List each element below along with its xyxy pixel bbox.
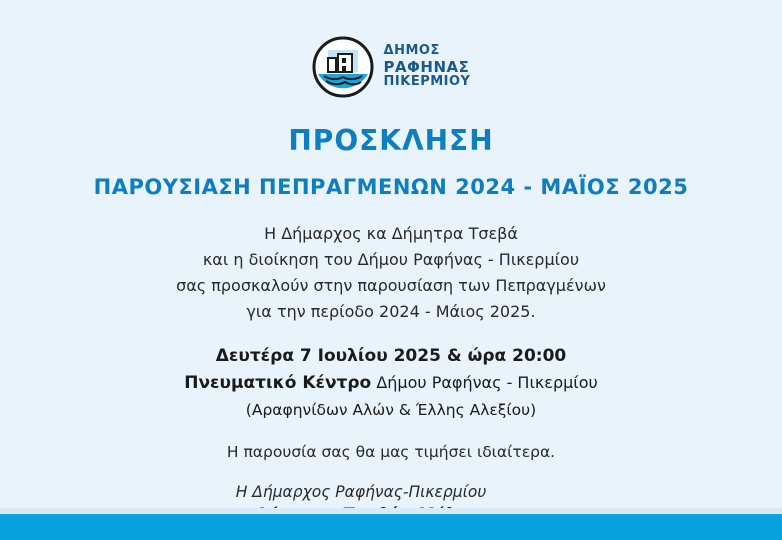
page-title: ΠΡΟΣΚΛΗΣΗ	[288, 124, 494, 157]
body-line: για την περίοδο 2024 - Μάιος 2025.	[246, 301, 536, 321]
body-text	[176, 221, 606, 325]
event-venue	[184, 370, 598, 398]
page-subtitle: ΠΑΡΟΥΣΙΑΣΗ ΠΕΠΡΑΓΜΕΝΩΝ 2024 - ΜΑΪΟΣ 2025	[93, 175, 689, 199]
closing-text: Η παρουσία σας θα μας τιμήσει ιδιαίτερα.	[226, 442, 556, 461]
municipality-emblem-icon	[312, 36, 374, 98]
body-line: Η Δήμαρχος κα Δήμητρα Τσεβά	[264, 224, 518, 243]
event-details	[184, 343, 598, 423]
body-line: και η διοίκηση του Δήμου Ραφήνας - Πικερμίου	[202, 249, 580, 269]
logo-line-3: ΠΙΚΕΡΜΙΟΥ	[383, 74, 471, 90]
signature-role: Η Δήμαρχος Ραφήνας-Πικερμίου	[235, 482, 487, 501]
body-line: σας προσκαλούν στην παρουσίαση των Πεπραγμένων	[176, 275, 606, 295]
event-venue-name: Πνευματικό Κέντρο	[184, 373, 372, 394]
event-venue-municipality: Δήμου Ραφήνας - Πικερμίου	[371, 373, 598, 393]
logo-text	[384, 44, 471, 90]
logo-block	[312, 36, 471, 98]
logo-line-2: ΡΑΦΗΝΑΣ	[383, 57, 470, 76]
bottom-bar	[0, 514, 782, 540]
logo-line-1: ΔΗΜΟΣ	[383, 43, 440, 59]
event-address: (Αραφηνίδων Αλών & Έλλης Αλεξίου)	[245, 400, 537, 419]
event-datetime: Δευτέρα 7 Ιουλίου 2025 & ώρα 20:00	[215, 345, 567, 366]
